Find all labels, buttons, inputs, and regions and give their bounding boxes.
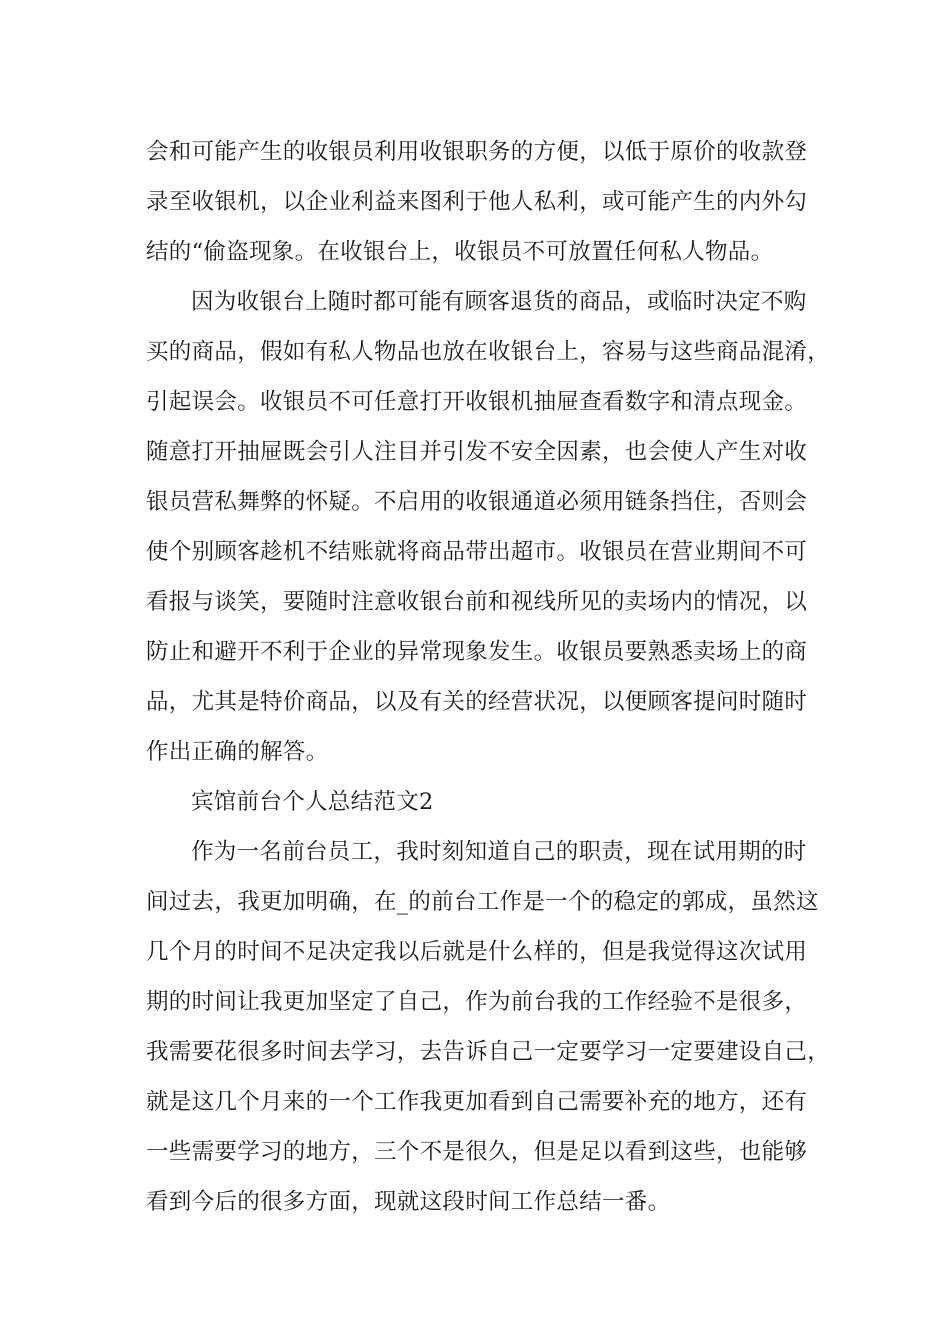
paragraph-first-line: 因为收银台上随时都可能有顾客退货的商品，或临时决定不购 xyxy=(191,289,807,315)
text-line: 品，尤其是特价商品，以及有关的经营状况，以便顾客提问时随时 xyxy=(146,689,808,715)
text-line: 一些需要学习的地方，三个不是很久，但是足以看到这些，也能够 xyxy=(146,1139,808,1165)
text-line: 我需要花很多时间去学习，去告诉自己一定要学习一定要建设自己， xyxy=(146,1039,831,1065)
text-line: 作出正确的解答。 xyxy=(146,739,329,765)
text-line: 录至收银机，以企业利益来图利于他人私利，或可能产生的内外勾 xyxy=(146,189,808,215)
text-line: 银员营私舞弊的怀疑。不启用的收银通道必须用链条挡住，否则会 xyxy=(146,489,808,515)
text-line: 使个别顾客趁机不结账就将商品带出超市。收银员在营业期间不可 xyxy=(146,539,808,565)
text-line: 期的时间让我更加坚定了自己，作为前台我的工作经验不是很多， xyxy=(146,989,808,1015)
section-heading: 宾馆前台个人总结范文2 xyxy=(191,789,434,815)
text-line: 买的商品，假如有私人物品也放在收银台上，容易与这些商品混淆， xyxy=(146,339,831,365)
text-line: 就是这几个月来的一个工作我更加看到自己需要补充的地方，还有 xyxy=(146,1089,808,1115)
text-line: 会和可能产生的收银员利用收银职务的方便，以低于原价的收款登 xyxy=(146,139,808,165)
text-line: 几个月的时间不足决定我以后就是什么样的，但是我觉得这次试用 xyxy=(146,939,808,965)
text-line: 结的“偷盗现象。在收银台上，收银员不可放置任何私人物品。 xyxy=(146,239,774,265)
text-line: 防止和避开不利于企业的异常现象发生。收银员要熟悉卖场上的商 xyxy=(146,639,808,665)
text-line: 引起误会。收银员不可任意打开收银机抽屉查看数字和清点现金。 xyxy=(146,389,808,415)
text-line: 看到今后的很多方面，现就这段时间工作总结一番。 xyxy=(146,1189,671,1215)
text-line: 间过去，我更加明确，在_的前台工作是一个的稳定的郭成，虽然这 xyxy=(146,889,819,915)
paragraph-first-line: 作为一名前台员工，我时刻知道自己的职责，现在试用期的时 xyxy=(191,839,807,865)
text-line: 随意打开抽屉既会引人注目并引发不安全因素，也会使人产生对收 xyxy=(146,439,808,465)
text-line: 看报与谈笑，要随时注意收银台前和视线所见的卖场内的情况，以 xyxy=(146,589,808,615)
